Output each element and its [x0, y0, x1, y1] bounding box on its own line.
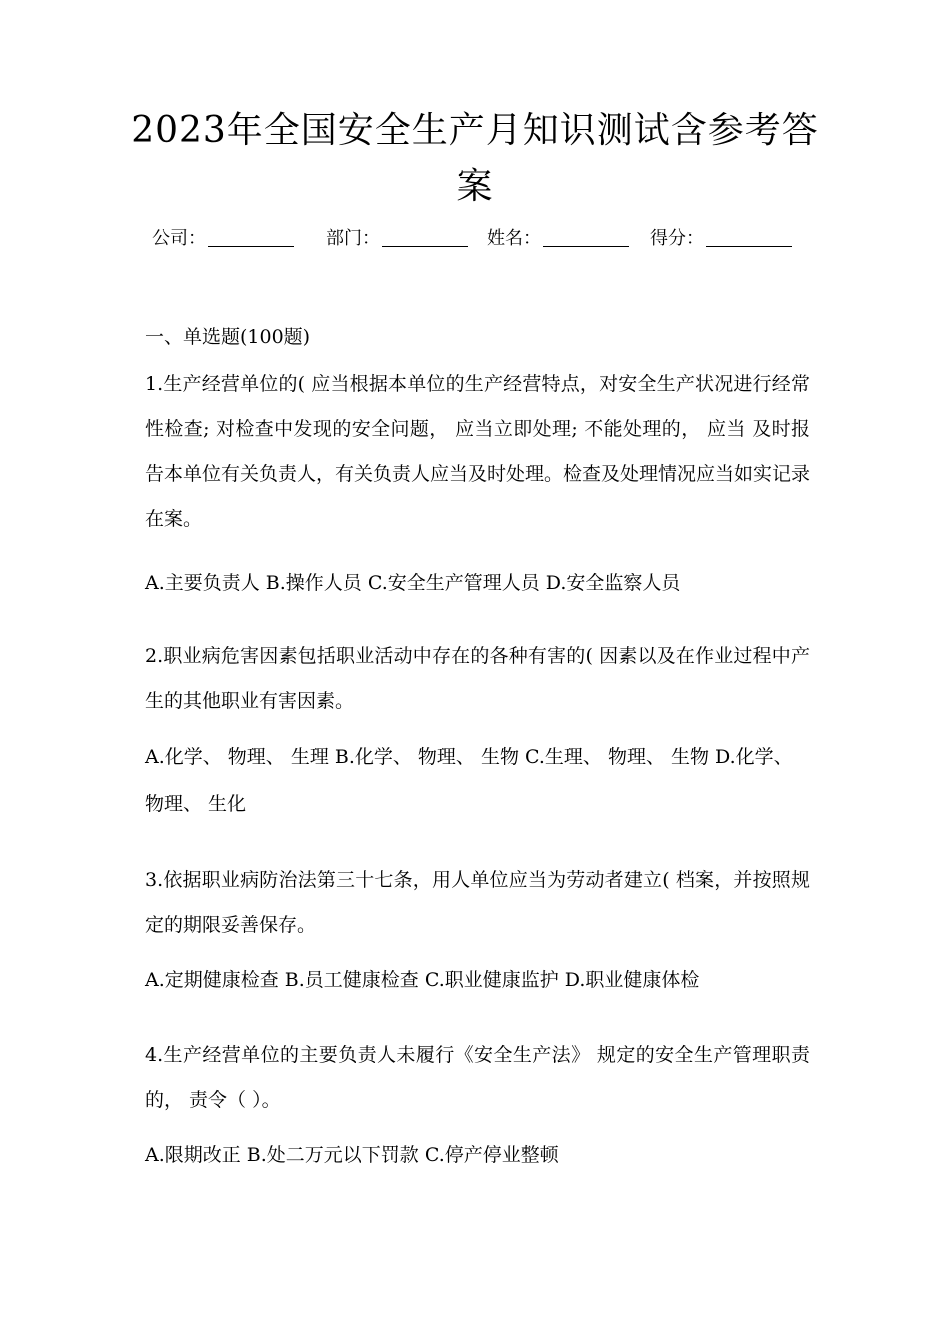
company-field — [152, 224, 294, 250]
question-1-options: A.主要负责人 B.操作人员 C.安全生产管理人员 D.安全监察人员 — [145, 572, 681, 594]
company-blank[interactable] — [208, 228, 294, 247]
question-1-stem: 1.生产经营单位的( 应当根据本单位的生产经营特点，对安全生产状况进行经常性检查; 对检查中发现的安全问题， 应当立即处理; 不能处理的， 应当 及时报告本单位有关负责人，有关负责人应当及时处理。检查及处理情况应当如实记录在案。 — [145, 373, 811, 530]
score-field — [650, 224, 792, 250]
question-3-stem: 3.依据职业病防治法第三十七条，用人单位应当为劳动者建立( 档案，并按照规定的期限妥善保存。 — [145, 869, 810, 936]
question-3-options: A.定期健康检查 B.员工健康检查 C.职业健康监护 D.职业健康体检 — [145, 969, 700, 991]
name-blank[interactable] — [543, 228, 629, 247]
department-label: 部门： — [326, 228, 380, 249]
question-4-stem: 4.生产经营单位的主要负责人未履行《安全生产法》 规定的安全生产管理职责的， 责令（ ）。 — [145, 1044, 810, 1111]
question-2-stem: 2.职业病危害因素包括职业活动中存在的各种有害的( 因素以及在作业过程中产生的其他职业有害因素。 — [145, 645, 810, 712]
department-field — [326, 224, 468, 250]
name-field — [487, 224, 629, 250]
question-2-options: A.化学、 物理、 生理 B.化学、 物理、 生物 C.生理、 物理、 生物 D.化学、 物理、 生化 — [145, 746, 793, 815]
department-blank[interactable] — [382, 228, 468, 247]
company-label: 公司： — [152, 228, 206, 249]
score-blank[interactable] — [706, 228, 792, 247]
name-label: 姓名： — [487, 228, 541, 249]
question-4-options: A.限期改正 B.处二万元以下罚款 C.停产停业整顿 — [145, 1144, 559, 1166]
score-label: 得分： — [650, 228, 704, 249]
document-title: 2023年全国安全生产月知识测试含参考答案 — [131, 110, 819, 207]
section-title: 一、单选题(100题) — [145, 326, 311, 348]
